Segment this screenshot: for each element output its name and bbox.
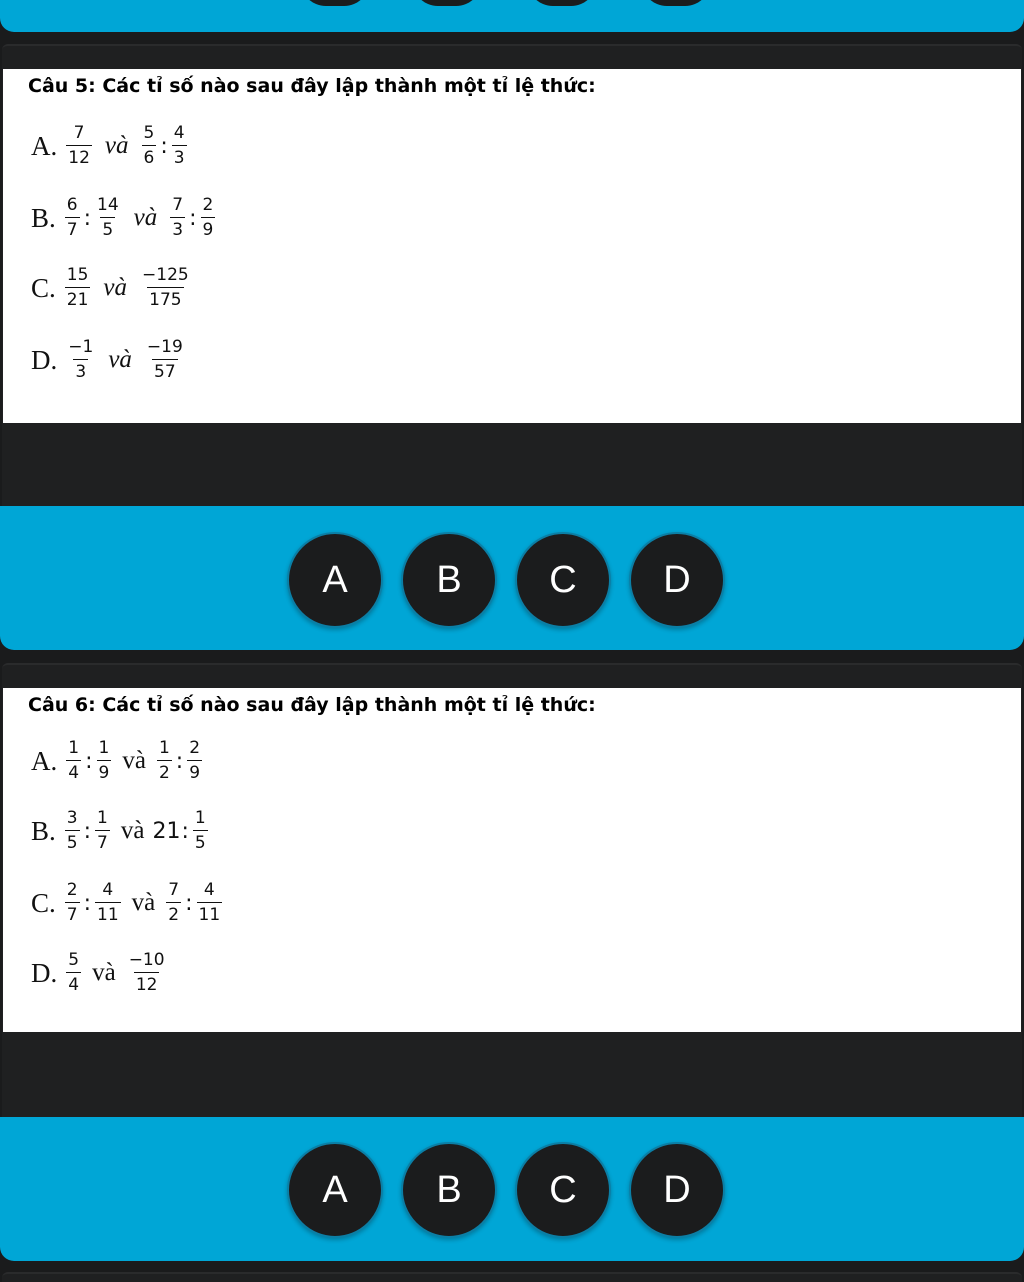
ratio-colon: : [175,748,184,774]
ratio-colon: : [83,890,92,916]
ratio-colon: : [189,205,197,231]
fraction: $\frac{-1}{3}$ [68,337,94,382]
answer-button-c[interactable]: C [515,1142,611,1238]
question-title: Câu 5: Các tỉ số nào sau đây lập thành một tỉ lệ thức: [28,75,596,97]
option-b [31,810,211,852]
conjunction: và [131,889,156,916]
fraction: $\frac{1}{2}$ [158,738,170,783]
option-letter: C. [31,272,56,303]
ratio-colon: : [85,748,93,774]
ratio-colon: : [185,890,193,916]
option-letter: D. [31,344,58,375]
fraction: $\frac{4}{11}$ [97,880,119,925]
fraction: $\frac{7}{12}$ [68,123,90,168]
fraction: $\frac{4}{3}$ [173,123,185,168]
answer-button-a[interactable]: A [287,532,383,628]
fraction: $\frac{1}{5}$ [194,808,206,853]
integer-value: 21 [152,818,181,844]
question-image-6 [3,688,1021,1032]
answer-buttons [0,532,1024,628]
option-letter: B. [31,815,56,846]
conjunction: và [103,274,128,301]
previous-answer-button-stub[interactable] [527,0,597,6]
conjunction: và [108,346,132,373]
previous-answer-button-stub[interactable] [412,0,482,6]
option-a [31,740,205,782]
previous-answer-card [0,0,1024,32]
fraction: $\frac{7}{3}$ [172,195,184,240]
next-question-card [2,1272,1022,1282]
fraction: $\frac{2}{9}$ [189,738,201,783]
option-c [31,882,225,924]
answer-button-b[interactable]: B [401,1142,497,1238]
option-c [31,267,194,309]
fraction: $\frac{4}{11}$ [198,880,221,925]
answer-card-5 [0,506,1024,650]
question-image-5 [3,69,1021,423]
fraction: $\frac{-19}{57}$ [146,337,183,382]
fraction: $\frac{6}{7}$ [66,195,78,240]
answer-button-a[interactable]: A [287,1142,383,1238]
fraction: $\frac{2}{9}$ [202,195,214,240]
option-letter: B. [31,202,56,233]
ratio-colon: : [160,133,168,159]
answer-button-d[interactable]: D [629,532,725,628]
option-letter: A. [31,130,58,161]
fraction: $\frac{2}{7}$ [66,880,78,925]
option-a [31,125,190,167]
fraction: $\frac{5}{4}$ [68,950,80,995]
option-letter: A. [31,745,58,776]
option-letter: D. [31,957,58,988]
conjunction: và [122,747,146,774]
conjunction: và [104,132,129,159]
conjunction: và [120,817,145,844]
fraction: $\frac{5}{6}$ [143,123,155,168]
answer-button-d[interactable]: D [629,1142,725,1238]
answer-button-b[interactable]: B [401,532,497,628]
ratio-colon: : [83,818,92,844]
question-card-5 [2,44,1022,508]
previous-answer-button-stub[interactable] [300,0,370,6]
conjunction: và [92,959,116,986]
fraction: $\frac{7}{2}$ [168,880,180,925]
answer-buttons [0,1142,1024,1238]
option-d [31,952,170,994]
fraction: $\frac{1}{4}$ [68,738,80,783]
fraction: $\frac{-10}{12}$ [128,950,165,995]
ratio-colon: : [83,205,92,231]
answer-card-6 [0,1117,1024,1261]
fraction: $\frac{1}{7}$ [97,808,108,853]
fraction: $\frac{3}{5}$ [66,808,78,853]
question-title: Câu 6: Các tỉ số nào sau đây lập thành một tỉ lệ thức: [28,694,596,716]
conjunction: và [133,204,158,231]
previous-answer-button-stub[interactable] [641,0,711,6]
fraction: $\frac{14}{5}$ [97,195,119,240]
answer-button-c[interactable]: C [515,532,611,628]
fraction: $\frac{-125}{175}$ [142,265,189,310]
question-card-6 [2,663,1022,1119]
fraction: $\frac{1}{9}$ [98,738,110,783]
option-d [31,339,188,381]
fraction: $\frac{15}{21}$ [66,265,89,310]
option-letter: C. [31,887,56,918]
ratio-colon: : [181,818,189,844]
option-b [31,197,218,239]
